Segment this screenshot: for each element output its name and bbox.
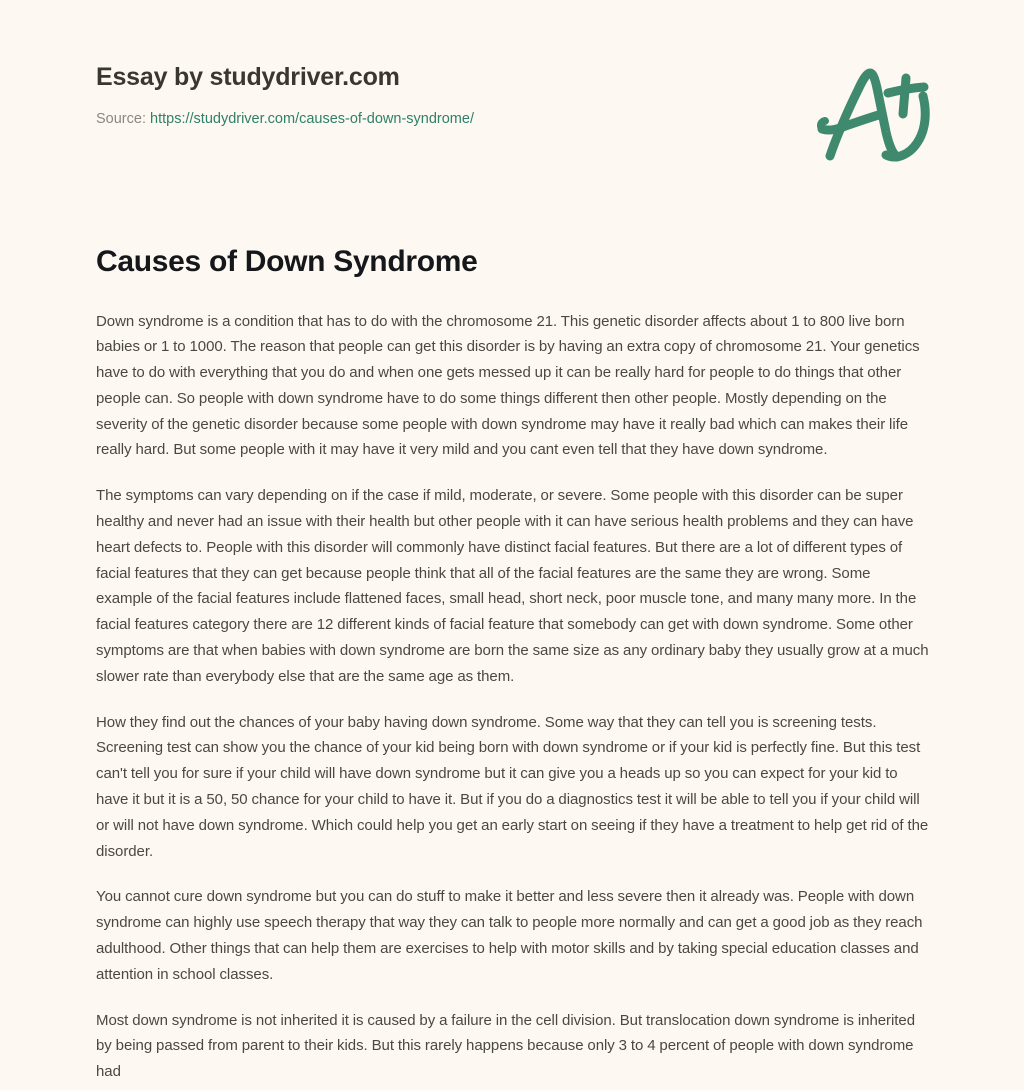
- source-url-link[interactable]: https://studydriver.com/causes-of-down-syndrome/: [150, 111, 474, 127]
- paragraph: How they find out the chances of your baby having down syndrome. Some way that they can tell you is screening tests. Screening test can show you the chance of your kid being born with down syndrome or if your kid is perfectly fine. But this test can't tell you for sure if your child will have down syndrome but it can give you a heads up so you can expect for your kid to have it but it is a 50, 50 chance for your child to have it. But if you do a diagnostics test it will be able to tell you if your child will or will not have down syndrome. Which could help you get an early start on seeing if they have a treatment to help get rid of the disorder.: [96, 713, 929, 860]
- article-body: [96, 309, 930, 1086]
- a-plus-logo: [806, 52, 936, 174]
- essay-byline: Essay by studydriver.com: [96, 63, 400, 91]
- paragraph: The symptoms can vary depending on if the case if mild, moderate, or severe. Some people with this disorder can be super healthy and never had an issue with their health but other people with it can have serious health problems and they can have heart defects to. People with this disorder will commonly have distinct facial features. But there are a lot of different types of facial features that they can get because people think that all of the facial features are the same they are wrong. Some example of the facial features include flattened faces, small head, short neck, poor muscle tone, and many many more. In the facial features category there are 12 different kinds of facial feature that somebody can get with down syndrome. Some other symptoms are that when babies with down syndrome are born the same size as any ordinary baby they usually grow at a much slower rate than everybody else that are the same age as them.: [96, 487, 929, 685]
- a-plus-logo-icon: [806, 52, 936, 174]
- page-title: Causes of Down Syndrome: [96, 245, 478, 278]
- paragraph: You cannot cure down syndrome but you can do stuff to make it better and less severe then it already was. People with down syndrome can highly use speech therapy that way they can talk to people more normally and can get a good job as they reach adulthood. Other things that can help them are exercises to help with motor skills and by taking special education classes and attention in school classes.: [96, 888, 923, 983]
- article: [96, 243, 930, 1085]
- source-line: [96, 110, 928, 129]
- paragraph: Down syndrome is a condition that has to do with the chromosome 21. This genetic disorder affects about 1 to 800 live born babies or 1 to 1000. The reason that people can get this disorder is by having an extra copy of chromosome 21. Your genetics have to do with everything that you do and when one gets messed up it can be really hard for people to do things that other people can. So people with down syndrome have to do some things different then other people. Mostly depending on the severity of the genetic disorder because some people with down syndrome may have it really bad which can makes their life really hard. But some people with it may have it very mild and you cant even tell that they have down syndrome.: [96, 312, 920, 459]
- source-label: Source:: [96, 111, 146, 127]
- page-header: [96, 62, 928, 129]
- paragraph: Most down syndrome is not inherited it is caused by a failure in the cell division. But translocation down syndrome is inherited by being passed from parent to their kids. But this rarely happens because only 3 to 4 percent of people with down syndrome had: [96, 1011, 915, 1081]
